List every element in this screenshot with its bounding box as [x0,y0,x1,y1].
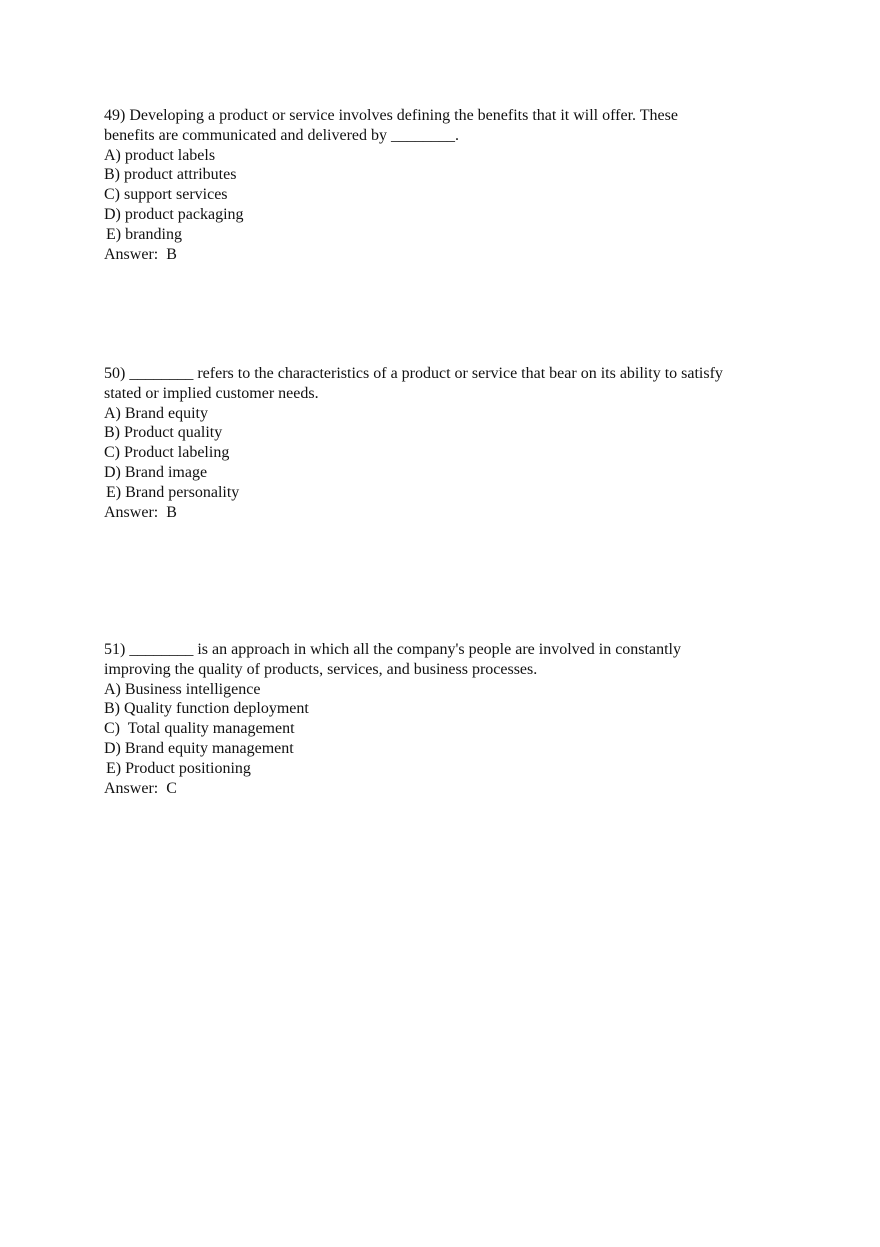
choice-b: B) product attributes [104,166,237,184]
choice-b: B) Product quality [104,424,223,442]
question-stem-line: stated or implied customer needs. [104,384,319,402]
choice-d: D) product packaging [104,205,244,223]
question-stem-line: 51) ________ is an approach in which all the company's people are involved in constantly [104,641,681,658]
question-stem-line: 49) Developing a product or service involves defining the benefits that it will offer. These [104,107,678,124]
choice-c: C) support services [104,186,228,204]
choice-a: A) Business intelligence [104,680,261,698]
choice-d: D) Brand image [104,463,208,481]
choice-a: A) Brand equity [104,404,208,422]
choice-e: E) branding [106,225,182,243]
question-50 [104,364,794,522]
choice-e: E) Product positioning [106,759,251,777]
question-51 [104,640,794,798]
question-stem-line: 50) ________ refers to the characteristics of a product or service that bear on its ability to satisfy [104,365,723,382]
choice-d: D) Brand equity management [104,739,294,757]
answer-line: Answer: C [104,779,177,797]
question-stem-line: benefits are communicated and delivered by ________. [104,126,459,144]
choice-c: C) Product labeling [104,444,230,462]
question-stem-line: improving the quality of products, services, and business processes. [104,660,538,678]
choice-c: C) Total quality management [104,720,295,738]
choice-b: B) Quality function deployment [104,700,309,718]
question-49 [104,106,794,264]
answer-line: Answer: B [104,245,177,263]
answer-line: Answer: B [104,503,177,521]
choice-a: A) product labels [104,146,216,164]
choice-e: E) Brand personality [106,483,240,501]
